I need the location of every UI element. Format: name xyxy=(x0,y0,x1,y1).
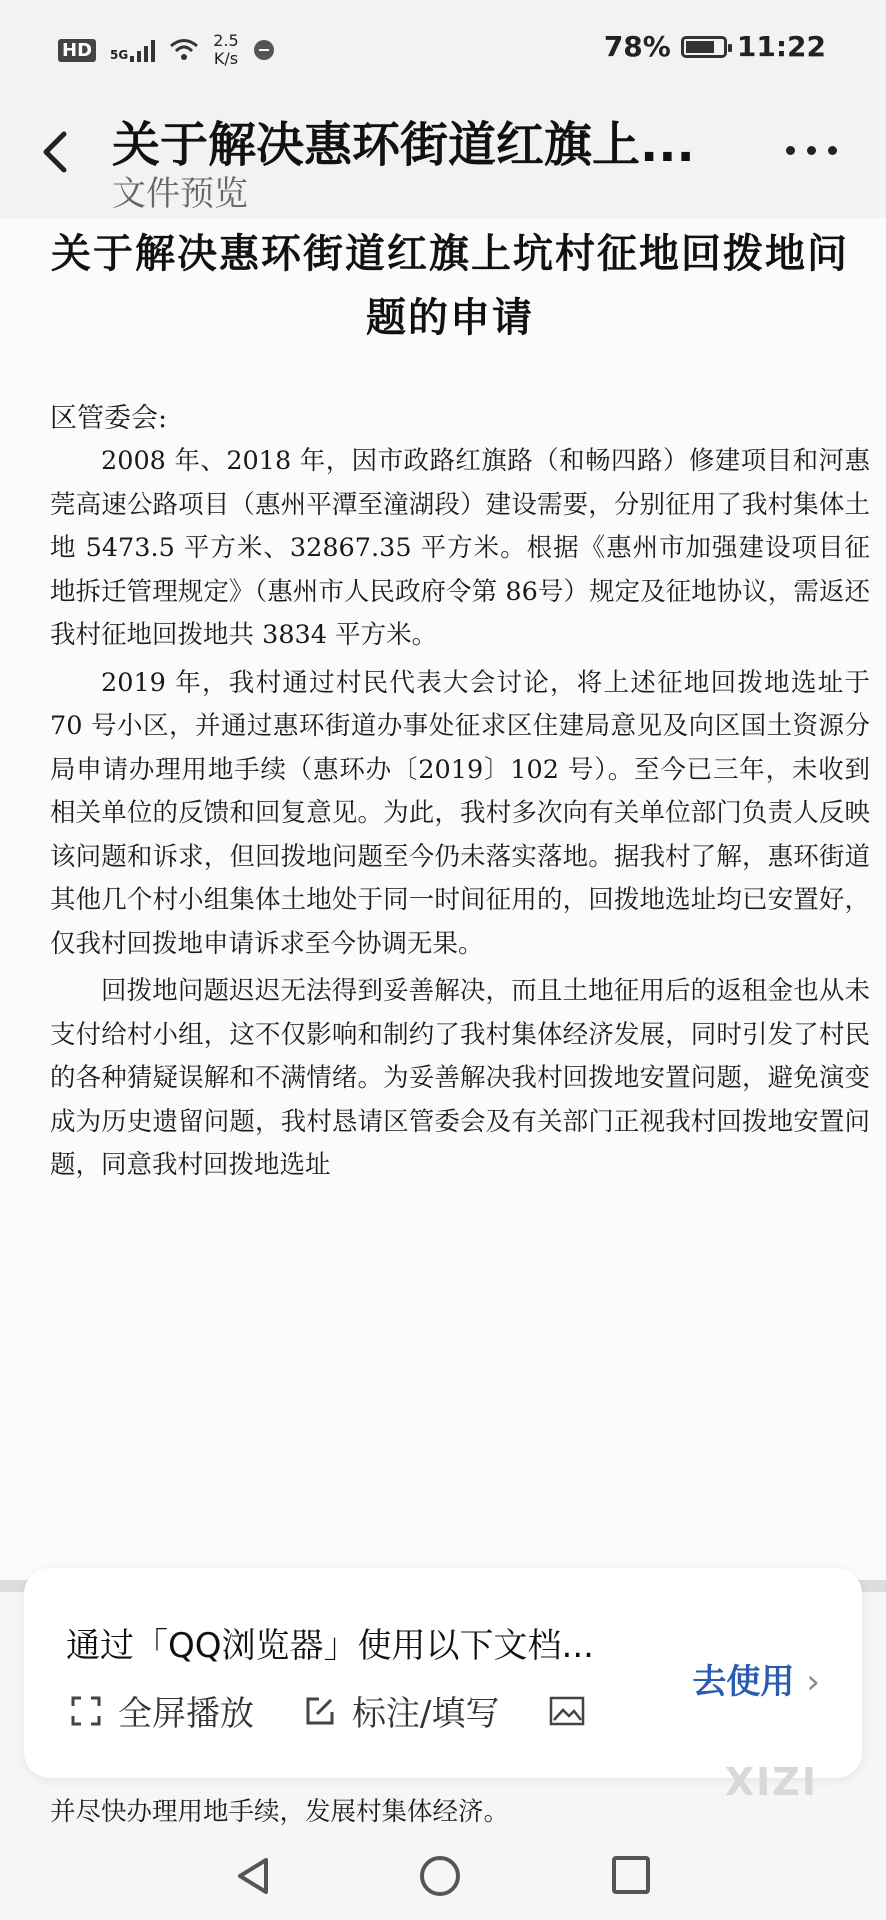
annotate-fill-button[interactable]: 标注/填写 xyxy=(304,1686,499,1735)
clock: 11:22 xyxy=(736,30,826,63)
qq-browser-promo[interactable] xyxy=(24,1568,862,1778)
page-subtitle: 文件预览 xyxy=(112,174,248,214)
fullscreen-play-button[interactable]: 全屏播放 xyxy=(70,1686,254,1735)
letter-tail: 并尽快办理用地手续，发展村集体经济。 xyxy=(50,1797,510,1827)
network-speed: 2.5 K/s xyxy=(213,31,239,68)
app-notification-icon xyxy=(253,39,275,61)
salutation: 区管委会: xyxy=(50,403,168,434)
more-options-icon[interactable] xyxy=(786,140,846,160)
edit-icon xyxy=(304,1695,336,1727)
system-nav-bar xyxy=(0,1840,886,1920)
network-type: 5G xyxy=(110,48,129,62)
document-preview[interactable] xyxy=(0,218,886,1588)
letter-title: 关于解决惠环街道红旗上坑村征地回拨地问题的申请 xyxy=(51,230,849,341)
paragraph: 2008 年、2018 年，因市政路红旗路（和畅四路）修建项目和河惠莞高速公路项目（惠州平潭至潼湖段）建设需要，分别征用了我村集体土地 5473.5 平方米、32867.35 平方米。根据《惠州市加强建设项目征地拆迁管理规定》（惠州市人民政府令第 86号）规定及征地协议，需返还我村征地回拨地共 3834 平方米。 xyxy=(50,446,870,650)
letter-body xyxy=(50,440,870,1188)
nav-back-icon[interactable] xyxy=(232,1854,276,1898)
promo-text: 通过「QQ浏览器」使用以下文档... xyxy=(66,1626,594,1666)
hd-badge: HD xyxy=(58,39,96,62)
image-icon xyxy=(549,1696,585,1726)
battery-percent: 78% xyxy=(603,30,671,63)
paragraph: 2019 年，我村通过村民代表大会讨论，将上述征地回拨地选址于 70 号小区，并通过惠环街道办事处征求区住建局意见及向区国土资源分局申请办理用地手续（惠环办〔2019〕102 号）。至今已三年，未收到相关单位的反馈和回复意见。为此，我村多次向有关单位部门负责人反映该问题和诉求，但回拨地问题至今仍未落实落地。据我村了解，惠环街道其他几个村小组集体土地处于同一时间征用的，回拨地选址均已安置好，仅我村回拨地申请诉求至今协调无果。 xyxy=(50,667,870,959)
site-watermark: XIZI xyxy=(724,1760,818,1804)
go-use-button[interactable]: 去使用 › xyxy=(692,1662,820,1702)
nav-recents-icon[interactable] xyxy=(612,1856,650,1894)
document-title: 关于解决惠环街道红旗上... xyxy=(112,117,695,173)
wifi-icon xyxy=(169,38,199,62)
nav-home-icon[interactable] xyxy=(420,1856,460,1896)
image-button[interactable] xyxy=(549,1696,585,1726)
status-bar xyxy=(0,0,886,98)
paragraph: 回拨地问题迟迟无法得到妥善解决，而且土地征用后的返租金也从未支付给村小组，这不仅影响和制约了我村集体经济发展，同时引发了村民的各种猜疑误解和不满情绪。为妥善解决我村回拨地安置问题，避免演变成为历史遗留问题，我村恳请区管委会及有关部门正视我村回拨地安置问题，同意我村回拨地选址 xyxy=(50,976,870,1180)
battery-icon xyxy=(681,36,727,58)
app-header xyxy=(0,98,886,218)
signal-icon xyxy=(130,38,155,62)
fullscreen-icon xyxy=(70,1695,102,1727)
back-arrow-icon[interactable] xyxy=(34,122,84,182)
